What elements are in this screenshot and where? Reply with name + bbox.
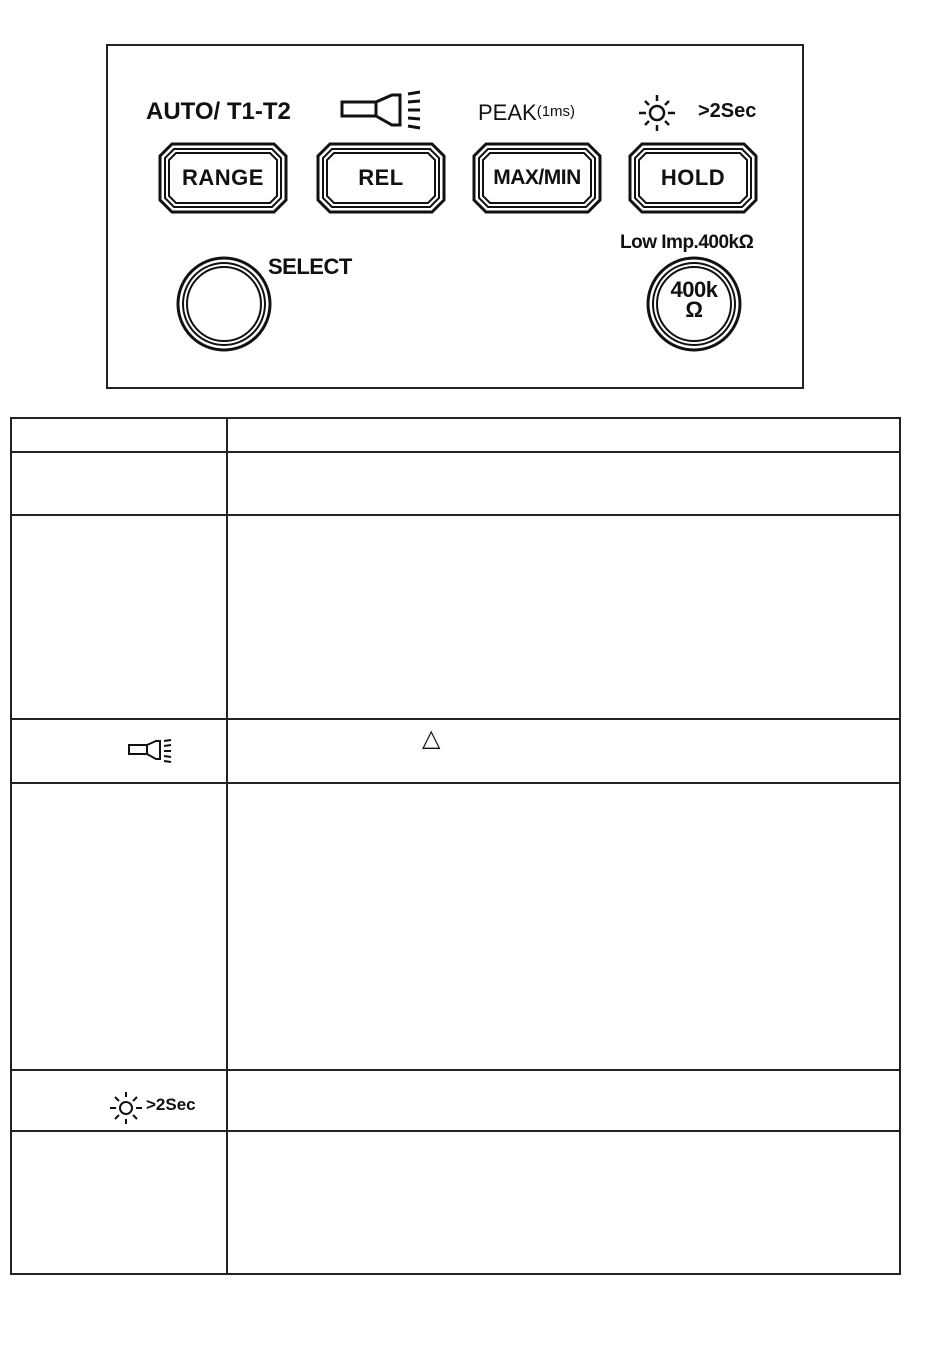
- function-table: [10, 417, 901, 1275]
- rel-button-label: REL: [358, 165, 404, 190]
- table-row: [12, 784, 899, 1071]
- sun-brightness-icon: [636, 94, 678, 132]
- max-min-button[interactable]: [472, 142, 602, 214]
- table-row-flashlight: [12, 720, 899, 784]
- table-row: [12, 516, 899, 720]
- hold-button[interactable]: [628, 142, 758, 214]
- range-button-label: RANGE: [182, 165, 264, 190]
- low-impedance-button-label: [646, 277, 742, 322]
- peak-label: $PEAK^{(1ms)}$: [478, 100, 576, 125]
- flashlight-icon: [128, 738, 172, 764]
- select-label: SELECT: [268, 254, 352, 279]
- low-impedance-label: Low Imp.400kΩ: [620, 232, 754, 253]
- delta-icon: △: [422, 725, 441, 752]
- ohm-symbol: Ω: [685, 297, 703, 322]
- table-row-backlight: [12, 1071, 899, 1132]
- low-impedance-button[interactable]: [646, 256, 742, 352]
- table-row: [12, 453, 899, 516]
- backlight-duration-label: >2Sec: [146, 1095, 196, 1114]
- hold-duration-label: >2Sec: [698, 100, 757, 122]
- auto-t1-t2-label: AUTO/ T1-T2: [146, 98, 291, 125]
- select-button[interactable]: [176, 256, 272, 352]
- table-header-row: [12, 419, 899, 453]
- peak-time-label: (1ms): [536, 103, 576, 120]
- keypad-panel: [106, 44, 804, 389]
- max-min-button-label: MAX/MIN: [493, 166, 581, 189]
- flashlight-icon: [340, 90, 422, 136]
- k400-line1: 400k: [670, 277, 718, 302]
- rel-button[interactable]: [316, 142, 446, 214]
- table-row: [12, 1132, 899, 1277]
- sun-brightness-icon: [108, 1091, 144, 1125]
- hold-button-label: HOLD: [660, 165, 726, 190]
- range-button[interactable]: [158, 142, 288, 214]
